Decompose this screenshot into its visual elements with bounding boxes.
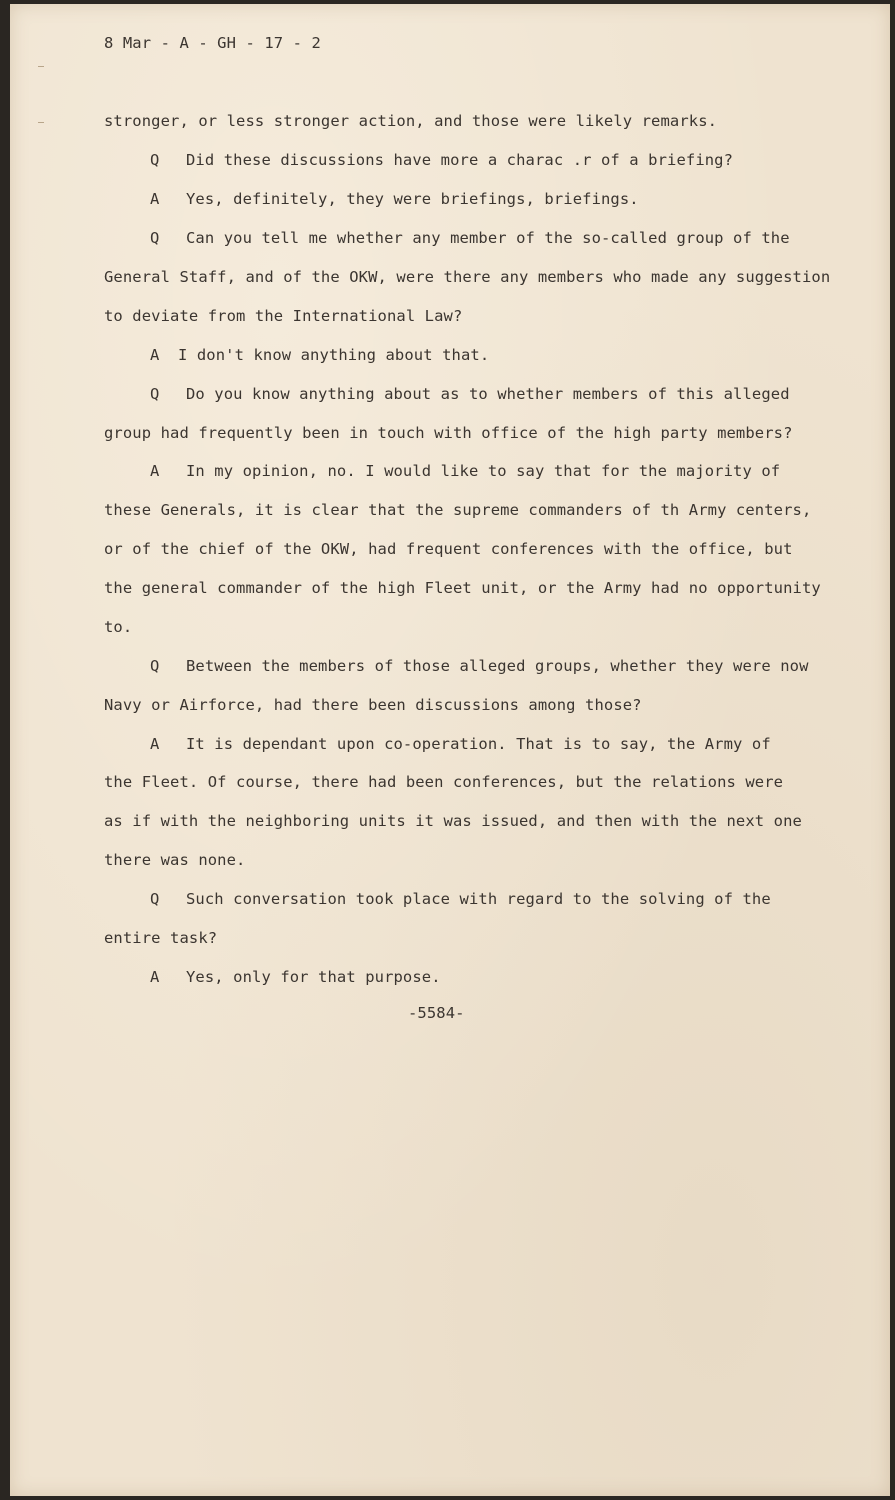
text-line: the general commander of the high Fleet unit, or the Army had no opportunity bbox=[104, 579, 821, 597]
q-marker: Q bbox=[150, 229, 160, 247]
document-page bbox=[10, 4, 890, 1496]
text-line: to deviate from the International Law? bbox=[104, 307, 463, 325]
answer-line: A In my opinion, no. I would like to say that for the majority of bbox=[150, 462, 781, 480]
text-line: as if with the neighboring units it was issued, and then with the next one bbox=[104, 812, 802, 830]
question-line: Q Can you tell me whether any member of the so-called group of the bbox=[150, 229, 790, 247]
a-marker: A bbox=[150, 968, 160, 986]
text-line: group had frequently been in touch with office of the high party members? bbox=[104, 424, 793, 442]
text-line: General Staff, and of the OKW, were there any members who made any suggestion bbox=[104, 268, 831, 286]
answer-line: A Yes, only for that purpose. bbox=[150, 968, 441, 986]
text-line: or of the chief of the OKW, had frequent conferences with the office, but bbox=[104, 540, 793, 558]
q-marker: Q bbox=[150, 385, 160, 403]
text-line: stronger, or less stronger action, and those were likely remarks. bbox=[104, 112, 718, 130]
answer-line: A I don't know anything about that. bbox=[150, 346, 490, 364]
a-marker: A bbox=[150, 462, 160, 480]
text-line: entire task? bbox=[104, 929, 218, 947]
question-line: Q Did these discussions have more a charac .r of a briefing? bbox=[150, 151, 734, 169]
document-header: 8 Mar - A - GH - 17 - 2 bbox=[104, 34, 321, 52]
page-number: -5584- bbox=[408, 1004, 465, 1022]
text-line: Navy or Airforce, had there been discussions among those? bbox=[104, 696, 642, 714]
q-marker: Q bbox=[150, 890, 160, 908]
q-marker: Q bbox=[150, 151, 160, 169]
q-marker: Q bbox=[150, 657, 160, 675]
a-marker: A bbox=[150, 735, 160, 753]
question-line: Q Do you know anything about as to whether members of this alleged bbox=[150, 385, 790, 403]
text-line: these Generals, it is clear that the supreme commanders of th Army centers, bbox=[104, 501, 812, 519]
a-marker: A bbox=[150, 190, 160, 208]
text-line: to. bbox=[104, 618, 133, 636]
margin-mark bbox=[38, 122, 44, 123]
text-line: there was none. bbox=[104, 851, 246, 869]
question-line: Q Between the members of those alleged groups, whether they were now bbox=[150, 657, 809, 675]
text-line: the Fleet. Of course, there had been conferences, but the relations were bbox=[104, 773, 784, 791]
answer-line: A It is dependant upon co-operation. That is to say, the Army of bbox=[150, 735, 771, 753]
a-marker: A bbox=[150, 346, 160, 364]
answer-line: A Yes, definitely, they were briefings, briefings. bbox=[150, 190, 639, 208]
question-line: Q Such conversation took place with regard to the solving of the bbox=[150, 890, 771, 908]
margin-mark bbox=[38, 66, 44, 67]
